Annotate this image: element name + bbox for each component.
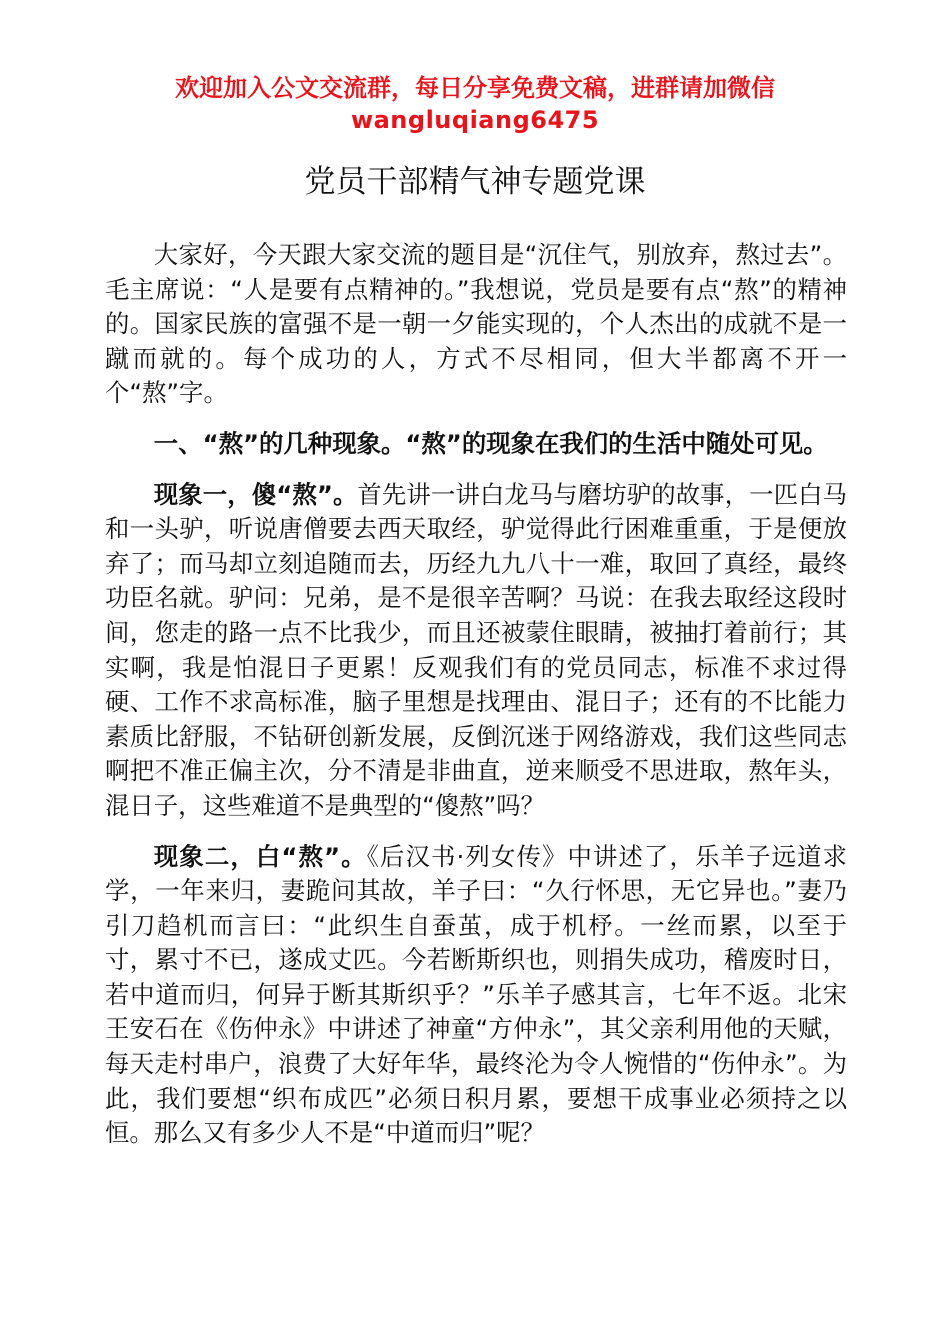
phenomenon-two-lead: 现象二，白“熬”。 — [153, 841, 367, 871]
phenomenon-two-body: 《后汉书·列女传》中讲述了，乐羊子远道求学，一年来归，妻跪问其故，羊子曰：“久行怀思，无它异也。”妻乃引刀趋机而言曰：“此织生自蚕茧，成于机杼。一丝而累，以至于寸，累寸不已，遂成丈匹。今若断斯织也，则捐失成功，稽废时日，若中道而归，何异于断其斯织乎？”乐羊子感其言，七年不返。北宋王安石在《伤仲永》中讲述了神童“方仲永”，其父亲利用他的天赋，每天走村串户，浪费了大好年华，最终沦为令人惋惜的“伤仲永”。为此，我们要想“织布成匹”必须日积月累，要想干成事业必须持之以恒。那么又有多少人不是“中道而归”呢？ — [105, 841, 848, 1148]
phenomenon-one-paragraph — [105, 478, 847, 824]
intro-paragraph: 大家好，今天跟大家交流的题目是“沉住气，别放弃，熬过去”。毛主席说：“人是要有点精神的。”我想说，党员是要有点“熬”的精神的。国家民族的富强不是一朝一夕能实现的，个人杰出的成就不是一蹴而就的。每个成功的人，方式不尽相同，但大半都离不开一个“熬”字。 — [105, 240, 847, 408]
wechat-id: wangluqiang6475 — [350, 106, 600, 134]
document-body — [105, 238, 847, 1167]
section-heading: 一、“熬”的几种现象。“熬”的现象在我们的生活中随处可见。 — [153, 428, 828, 458]
page-title: 党员干部精气神专题党课 — [304, 164, 646, 200]
promo-banner-text: 欢迎加入公文交流群，每日分享免费文稿，进群请加微信 — [175, 74, 775, 102]
phenomenon-two-paragraph — [105, 840, 847, 1151]
phenomenon-one-body: 首先讲一讲白龙马与磨坊驴的故事，一匹白马和一头驴，听说唐僧要去西天取经，驴觉得此行困难重重，于是便放弃了；而马却立刻追随而去，历经九九八十一难，取回了真经，最终功臣名就。驴问：兄弟，是不是很辛苦啊？马说：在我去取经这段时间，您走的路一点不比我少，而且还被蒙住眼睛，被抽打着前行；其实啊，我是怕混日子更累！反观我们有的党员同志，标准不求过得硬、工作不求高标准，脑子里想是找理由、混日子；还有的不比能力素质比舒服，不钻研创新发展，反倒沉迷于网络游戏，我们这些同志啊把不准正偏主次，分不清是非曲直，逆来顺受不思进取，熬年头，混日子，这些难道不是典型的“傻熬”吗？ — [105, 479, 847, 820]
promo-banner — [0, 72, 950, 136]
phenomenon-one-lead: 现象一，傻“熬”。 — [153, 479, 358, 509]
